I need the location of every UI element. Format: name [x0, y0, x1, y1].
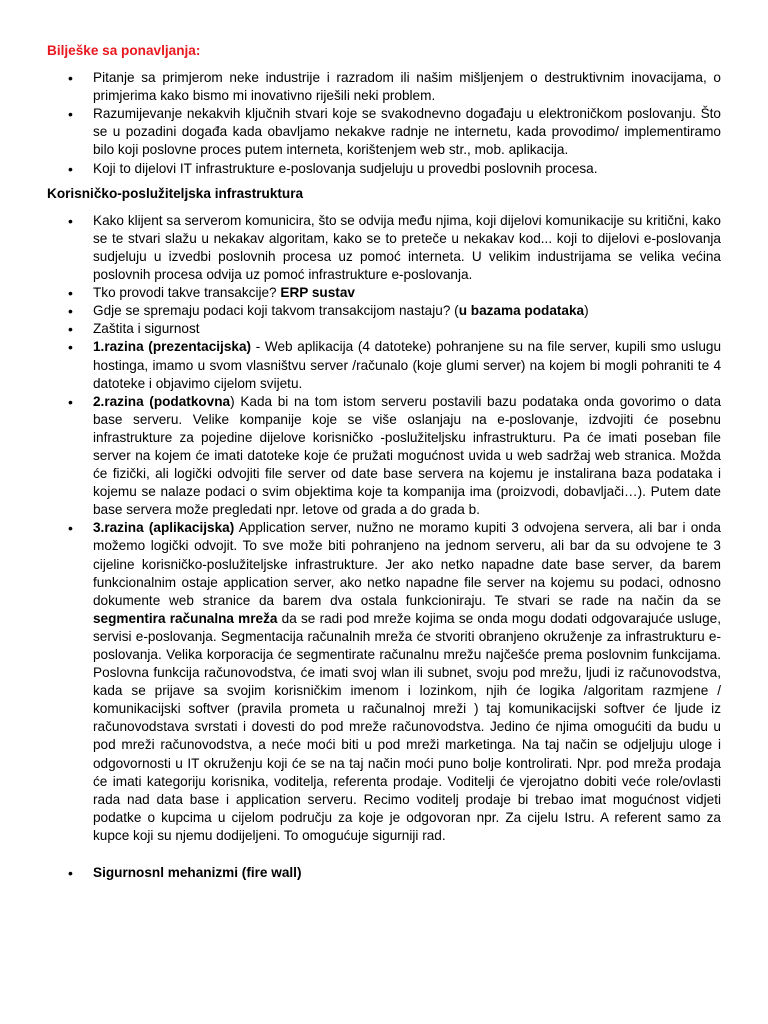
infrastructure-list — [47, 212, 721, 882]
document-page — [47, 42, 721, 882]
list-item: • Pitanje sa primjerom neke industrije i razradom ili našim mišljenjem o destruktivnim inovacijama, o primjerima kako bismo mi inovativno riješili neki problem. — [47, 69, 721, 105]
item-bold: Sigurnosnl mehanizmi (fire wall) — [93, 865, 302, 881]
list-item: • Razumijevanje nekakvih ključnih stvari koje se svakodnevno događaju u elektroničkom poslovanju. Što se u pozadini događa kada obavljamo nekakve radnje ne internetu, kada provodimo/ implementiramo bilo koji poslovne proces putem interneta, korištenjem web str., mob. aplikacija. — [47, 105, 721, 159]
item-text: da se radi pod mreže kojima se onda mogu dodati odgovarajuće usluge, servisi e-poslovanja. Segmentacija računalnih mreža će stvoriti obranjeno okruženje za infrastrukturu e-poslovanja. Velika korporacija će segmentirate računalnu mrežu najčešće prema poslovnim funkcijama. Poslovna funkcija računovodstva, će imati svoj wlan ili subnet, svoju pod mrežu, ljudi iz računovodstva, kada se prijave sa svojim korisničkim imenom i lozinkom, njih će logika /algoritam razmjene / komunikacijski softver (pravila prometa u računalnoj mreži ) taj komunikacijski softver će ljude iz računovodstava svrstati i dovesti do pod mreže računovodstva. Jedino će njima omogućiti da budu u pod mreži računovodstva, a neće moći biti u pod mreži marketinga. Na taj način se odjeljuju uloge i odgovornosti u IT okruženju koji će se na taj način moći puno bolje kontrolirati. Npr. pod mreža prodaja će imati kategoriju korisnika, voditelja, referenta prodaje. Voditelji će vjerojatno dobiti veće role/ovlasti rada nad data base i application serveru. Recimo voditelj prodaje bi trebao imat mogućnost vidjeti podatke o kupcima u cijelom području za koje je odgovoran npr. Za cijelu Istru. A referent samo za kupce koji su njemu dodijeljeni. To omogućuje sigurniji rad. — [93, 610, 721, 843]
item-bold: 1.razina (prezentacijska) — [93, 339, 252, 355]
list-item-security-mechanisms — [47, 864, 721, 882]
list-item-client-server: • Kako klijent sa serverom komunicira, što se odvija među njima, koji dijelovi komunikacije su kritični, kako se te stvari slažu u nekakav algoritam, kako se to preteče u nekakav kod... koji to dijelovi e-poslovanja sudjeluju u izvedbi poslovnih procesa uz pomoć interneta. U velikim industrijama se velika većina poslovnih procesa odvija uz pomoć infrastrukture e-poslovanja. — [47, 212, 721, 284]
list-item-security: • Zaštita i sigurnost — [47, 320, 721, 338]
list-item-level-1 — [47, 338, 721, 392]
list-item-level-2 — [47, 393, 721, 520]
item-text-end: ) — [584, 303, 589, 319]
review-notes-list — [47, 69, 721, 178]
list-item-level-3 — [47, 519, 721, 845]
list-item-data-storage — [47, 302, 721, 320]
item-text: Application server, nužno ne moramo kupiti 3 odvojena servera, ali bar i onda možemo logički odvojit. To sve može biti pohranjeno na jednom serveru, ali bar da su odvojene te 3 cijeline korisničko-poslužiteljske infrastrukture. Jer ako netko napadne date base server, da barem funkcionalnim ostaje application server, ako netko napadne file server na kojemu su podaci, odnosno dokumente web stranice da barem dva ostala funkcioniraju. Te stvari se rade na način da se — [93, 520, 721, 608]
item-bold: 3.razina (aplikacijska) — [93, 520, 235, 536]
item-bold: ERP sustav — [280, 285, 355, 301]
item-bold-segment: segmentira računalna mreža — [93, 610, 278, 626]
list-item-transactions — [47, 284, 721, 302]
review-notes-heading: Bilješke sa ponavljanja: — [47, 43, 201, 58]
item-text: Gdje se spremaju podaci koji takvom transakcijom nastaju? ( — [93, 303, 459, 319]
item-text: Tko provodi takve transakcije? — [93, 285, 281, 301]
infrastructure-heading: Korisničko-poslužiteljska infrastruktura — [47, 185, 304, 201]
list-item: • Koji to dijelovi IT infrastrukture e-poslovanja sudjeluju u provedbi poslovnih procesa. — [47, 160, 721, 178]
item-bold: 2.razina (podatkovna — [93, 393, 231, 409]
item-text: - Web aplikacija (4 datoteke) pohranjene su na file server, kupili smo uslugu hostinga, imamo u svom vlasništvu server /računalo (koje glumi server) na kojem bi mogli pohraniti te 4 datoteke i objavimo cijelom svijetu. — [93, 339, 721, 391]
item-text: ) Kada bi na tom istom serveru postavili bazu podataka onda govorimo o data base serveru. Velike kompanije koje se više oslanjaju na e-poslovanje, izdvojiti će posebnu infrastrukture za pojedine dijelove korisničko -poslužiteljsku infrastrukturu. Pa će imati poseban file server na kojem će imati datoteke koje će pružati mogućnost uvida u web sadržaj web stranica. Možda će fizički, ali logički odvojiti file server od date base servera na kojemu je instalirana baza podataka i kojemu se nalaze podaci o svim objektima koje ta kompanija ima (proizvodi, dobavljači…). Putem date base servera može pregledati npr. letove od grada a do grada b. — [93, 393, 722, 518]
item-bold: u bazama podataka — [458, 303, 585, 319]
